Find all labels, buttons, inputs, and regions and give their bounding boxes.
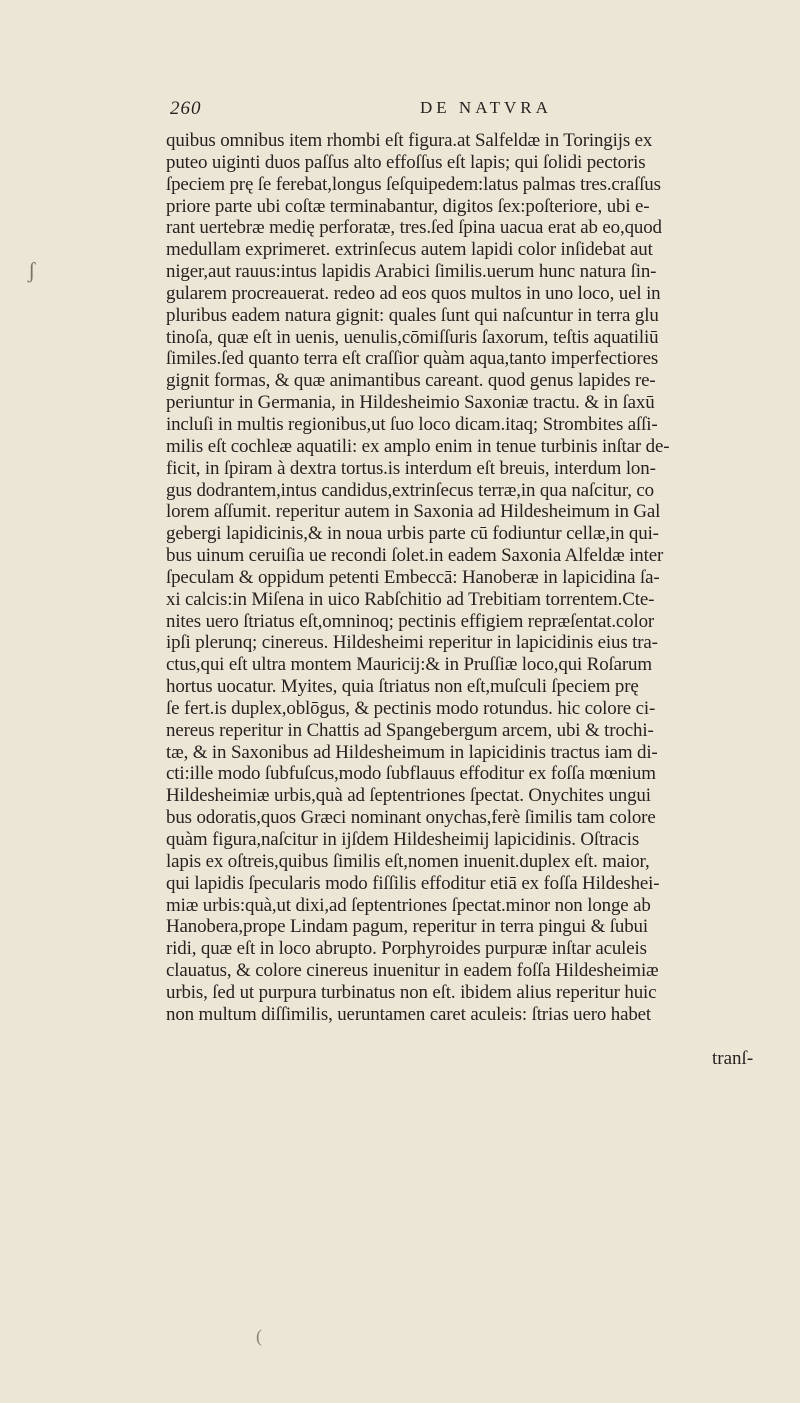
text-line: clauatus, & colore cinereus inuenitur in eadem foſſa Hildesheimiæ <box>166 960 659 982</box>
text-line: ſpeciem prę ſe ferebat,longus ſeſquipedem:latus palmas tres.craſſus <box>166 173 661 195</box>
text-line: miæ urbis:quà,ut dixi,ad ſeptentriones ſpectat.minor non longe ab <box>166 894 651 916</box>
text-line: ſe fert.is duplex,oblōgus, & pectinis modo rotundus. hic colore ci‐ <box>166 697 656 719</box>
text-line: ficit, in ſpiram à dextra tortus.is interdum eſt breuis, interdum lon‐ <box>166 457 656 479</box>
text-line: lorem aſſumit. reperitur autem in Saxonia ad Hildesheimum in Gal <box>166 501 661 523</box>
text-line: tinoſa, quæ eſt in uenis, uenulis,cōmiſſuris ſaxorum, teſtis aquatiliū <box>166 326 659 348</box>
running-head: DE NATVRA <box>420 98 552 117</box>
page-header <box>158 98 718 128</box>
text-line: ſimiles.ſed quanto terra eſt craſſior quàm aqua,tanto imperfectiores <box>166 348 659 370</box>
text-line: Hanobera,prope Lindam pagum, reperitur in terra pingui & ſubui <box>166 916 648 938</box>
text-line: nites uero ſtriatus eſt,omninoq; pectinis effigiem repræſentat.color <box>166 610 655 632</box>
text-line: bus uinum ceruiſia ue recondi ſolet.in eadem Saxonia Alfeldæ inter <box>166 545 664 567</box>
text-line: gularem procreauerat. redeo ad eos quos multos in uno loco, uel in <box>166 282 661 304</box>
text-line: cti:ille modo ſubfuſcus,modo ſubflauus effoditur ex foſſa mœnium <box>166 763 656 785</box>
text-line: gignit formas, & quæ animantibus careant. quod genus lapides re‐ <box>166 370 656 392</box>
text-line: puteo uiginti duos paſſus alto effoſſus eſt lapis; qui ſolidi pectoris <box>166 151 646 173</box>
text-line: quàm figura,naſcitur in ijſdem Hildesheimij lapicidinis. Oſtracis <box>166 829 640 850</box>
text-line: milis eſt cochleæ aquatili: ex amplo enim in tenue turbinis inſtar de‐ <box>166 435 670 457</box>
text-line: bus odoratis,quos Græci nominant onychas,ferè ſimilis tam colore <box>166 807 656 829</box>
text-line: niger,aut rauus:intus lapidis Arabici ſimilis.uerum hunc natura ſin‐ <box>166 261 657 283</box>
text-line: tæ, & in Saxonibus ad Hildesheimum in lapicidinis tractus iam di‐ <box>166 741 658 763</box>
text-line: urbis, ſed ut purpura turbinatus non eſt. ibidem alius reperitur huic <box>166 981 657 1003</box>
text-line: ipſi plerunq; cinereus. Hildesheimi reperitur in lapicidinis eius tra‐ <box>166 632 658 654</box>
page-blemish: ( <box>256 1326 262 1346</box>
text-line: priore parte ubi coſtæ terminabantur, digitos ſex:poſteriore, ubi e‐ <box>166 195 650 217</box>
text-line: gus dodrantem,intus candidus,extrinſecus terræ,in qua naſcitur, co <box>166 479 654 501</box>
text-line: medullam exprimeret. extrinſecus autem lapidi color inſidebat aut <box>166 239 653 261</box>
text-line: xi calcis:in Miſena in uico Rabſchitio ad Trebitiam torrentem.Cte‐ <box>166 588 655 610</box>
text-line: ctus,qui eſt ultra montem Mauricij:& in Pruſſiæ loco,qui Roſarum <box>166 654 652 676</box>
text-line: rant uertebræ medię perforatæ, tres.ſed ſpina uacua erat ab eo,quod <box>166 217 662 239</box>
text-line: gebergi lapidicinis,& in noua urbis parte cū fodiuntur cellæ,in qui‐ <box>166 523 659 545</box>
text-line: incluſi in multis regionibus,ut ſuo loco dicam.itaq; Strombites aſſi‐ <box>166 413 658 435</box>
text-line: qui lapidis ſpecularis modo fiſſilis effoditur etiā ex foſſa Hildeshei‐ <box>166 872 660 894</box>
text-line: nereus reperitur in Chattis ad Spangebergum arcem, ubi & trochi‐ <box>166 719 654 741</box>
text-line: ſpeculam & oppidum petenti Embeccā: Hanoberæ in lapicidina ſa‐ <box>166 566 660 588</box>
text-line: Hildesheimiæ urbis,quà ad ſeptentriones ſpectat. Onychites ungui <box>166 785 651 807</box>
body-text <box>166 130 798 1026</box>
text-line: periuntur in Germania, in Hildesheimio Saxoniæ tractu. & in ſaxū <box>166 392 655 414</box>
text-line: pluribus eadem natura gignit: quales ſunt qui naſcuntur in terra glu <box>166 304 659 326</box>
margin-stroke: ʃ <box>28 258 36 283</box>
text-line: hortus uocatur. Myites, quia ſtriatus non eſt,muſculi ſpeciem prę <box>166 676 639 698</box>
catchword: tranſ‐ <box>712 1048 754 1069</box>
text-line: quibus omnibus item rhombi eſt figura.at Salfeldæ in Toringijs ex <box>166 130 653 151</box>
text-line: non multum diſſimilis, ueruntamen caret aculeis: ſtrias uero habet <box>166 1003 652 1025</box>
page-number: 260 <box>170 98 202 119</box>
text-line: ridi, quæ eſt in loco abrupto. Porphyroides purpuræ inſtar aculeis <box>166 938 647 960</box>
text-line: lapis ex oſtreis,quibus ſimilis eſt,nomen inuenit.duplex eſt. maior, <box>166 850 650 872</box>
